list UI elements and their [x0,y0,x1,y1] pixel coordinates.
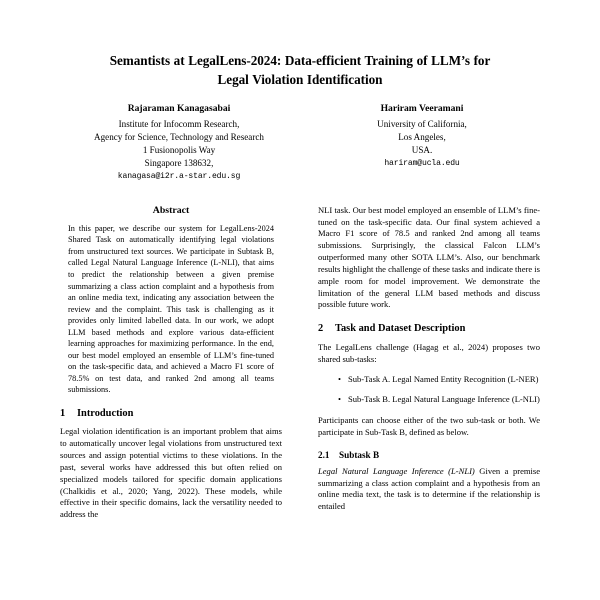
paper-title [60,0,540,89]
author-2-affiliation-line-3: USA. [411,145,433,156]
author-1-affiliation-line-2: Agency for Science, Technology and Research [94,132,264,143]
author-2-affiliation-line-1: University of California, [377,118,467,129]
section-1-paragraph: Legal violation identification is an important problem that aims to automatically uncover legal violations from unstructured text sources and assign potential victims to these violations. In the past, several works have addressed this but often relied on specialized models tailored for specific domain applications (Chalkidis et al., 2020; Yang, 2022). These models, while effective in their specific domains, lack the versatility needed to address the [60,426,282,520]
section-2-1-heading [318,450,540,461]
author-1-name: Rajaraman Kanagasabai [127,103,231,115]
subtask-list [318,374,540,406]
author-2 [300,102,540,182]
section-1-title: Introduction [77,408,134,419]
section-1-heading [60,408,282,420]
section-2-heading [318,323,540,335]
section-2-1-paragraph [318,466,540,513]
title-line-1: Semantists at LegalLens-2024: Data-efficient Training of LLM’s for [109,53,491,68]
section-2-intro-paragraph: The LegalLens challenge (Hagag et al., 2024) proposes two shared sub-tasks: [318,341,540,364]
list-item [338,394,540,406]
abstract-section [60,205,282,396]
bullet-icon: • [338,373,341,384]
subtask-b-text: Sub-Task B. Legal Natural Language Inference (L-NLI) [348,394,540,405]
section-2-1-title: Subtask B [339,449,380,460]
bullet-icon: • [338,393,341,404]
left-column [60,205,282,521]
section-2-title: Task and Dataset Description [335,323,466,335]
right-column [318,205,540,513]
abstract-continuation: NLI task. Our best model employed an ensemble of LLM’s fine-tuned on the task-specific data. Our final system achieved a Macro F1 score of 78.5 and ranked 2nd among all teams submissions. Surprisingly, the classical Falcon LLM’s outperformed many other SOTA LLM’s. Also, our benchmark results highlight the challenge of these tasks and indicate there is ample room for model improvement. We demonstrate the limitation of the general LLM based methods and discuss possible future work. [318,204,540,310]
section-2-number: 2 [318,323,324,335]
section-2-1-number: 2.1 [318,449,330,460]
l-nli-paragraph-rest: Given a premise summarizing a class action complaint and a hypothesis from an online media text, the task is to determine if the relationship is entailed [318,465,540,512]
body-columns [60,205,540,521]
title-line-2: Legal Violation Identification [217,71,383,87]
author-2-email[interactable]: hariram@ucla.edu [384,158,460,168]
author-1-affiliation-line-3: 1 Fusionopolis Way [142,145,216,156]
author-1-affiliation-line-4: Singapore 138632, [144,158,214,169]
l-nli-italic-lead: Legal Natural Language Inference (L-NLI) [318,465,475,476]
author-1 [60,102,300,182]
author-1-email[interactable]: kanagasa@i2r.a-star.edu.sg [117,172,241,182]
abstract-text: In this paper, we describe our system for LegalLens-2024 Shared Task on automatically identifying legal violations from unstructured text sources. We participate in Subtask B, called Legal Natural Language Inference (L-NLI), that aims to predict the relationship between a given premise summarizing a class action complaint and a hypothesis from an online media text, indicating any association between the review and the complaint. This task is challenging as it provides only limited labelled data. In our work, we adopt LLM based methods and explore various data-efficient learning approaches for maximizing performance. In the end, our best model employed an ensemble of LLM’s fine-tuned on the task-specific data, and achieved a Macro F1 score of 78.5% on test data, and ranked 2nd among all teams submissions. [68,223,274,395]
author-block [60,102,540,182]
subtask-a-text: Sub-Task A. Legal Named Entity Recognition (L-NER) [348,374,539,385]
section-2-after-bullets-paragraph: Participants can choose either of the two sub-task or both. We participate in Sub-Task B, defined as below. [318,415,540,437]
author-1-affiliation-line-1: Institute for Infocomm Research, [118,118,240,129]
section-1-number: 1 [60,408,66,419]
author-2-affiliation-line-2: Los Angeles, [398,132,446,143]
abstract-heading: Abstract [152,204,190,216]
author-2-name: Hariram Veeramani [380,103,464,115]
list-item [338,374,540,386]
